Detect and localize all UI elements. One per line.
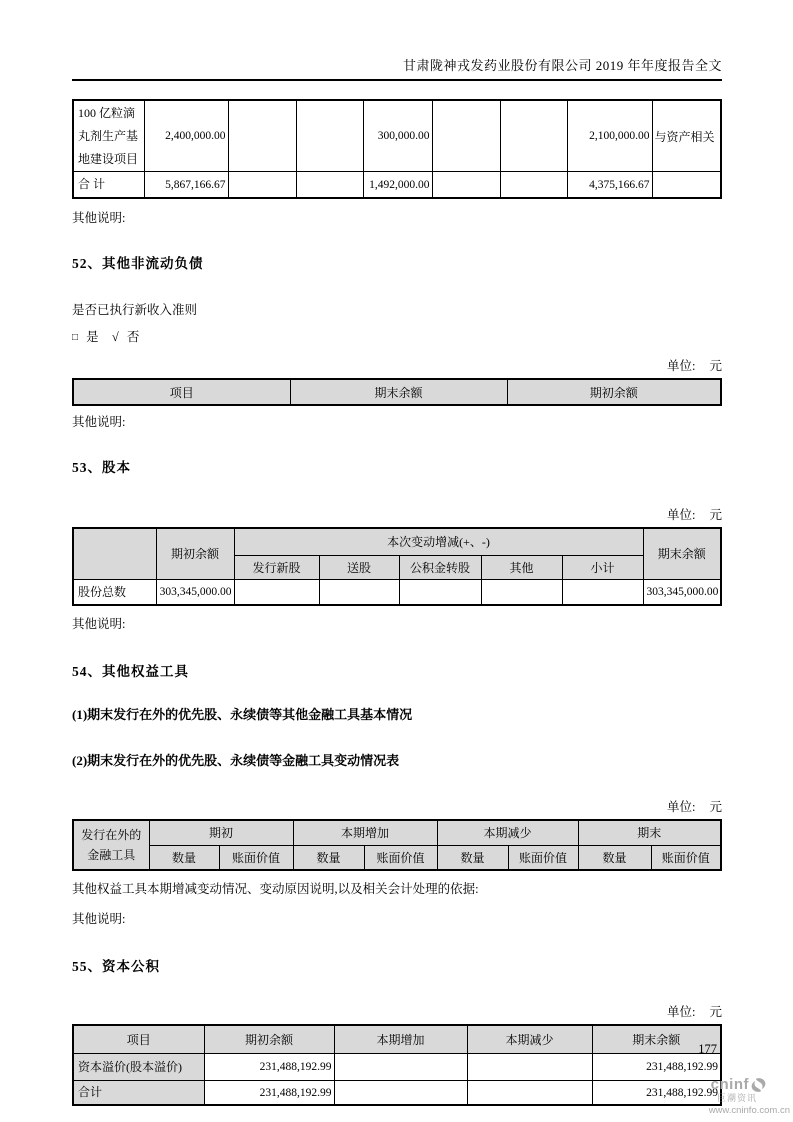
unit-line: [72, 797, 722, 815]
total-label-cell: 合 计: [73, 172, 144, 198]
column-group-header: 本期增加: [293, 820, 437, 845]
table-cell: [334, 1080, 467, 1105]
table-cell: [500, 172, 567, 198]
other-note-label: 其他说明:: [72, 912, 126, 927]
column-group-header: 本次变动增减(+、-): [234, 528, 643, 555]
table-cell: [319, 579, 399, 605]
other-note-label: 其他说明:: [72, 415, 126, 430]
unit-value: 元: [709, 359, 722, 374]
table-cell: [652, 172, 721, 198]
cninfo-url: www.cninfo.com.cn: [708, 1105, 790, 1116]
row-label-cell: 资本溢价(股本溢价): [73, 1053, 204, 1080]
column-header: 项目: [73, 379, 290, 405]
page-content: [72, 0, 722, 1106]
column-header: 数量: [149, 845, 219, 870]
column-group-header: 期初: [149, 820, 293, 845]
other-note-label: 其他说明:: [72, 211, 126, 226]
table-cell: 303,345,000.00: [643, 579, 721, 605]
column-header: 期末余额: [592, 1025, 721, 1053]
column-header: 项目: [73, 1025, 204, 1053]
table-cell: [481, 579, 562, 605]
cninfo-chinese-name: 巨潮资讯: [716, 1093, 757, 1103]
column-group-header: 本期减少: [437, 820, 578, 845]
unit-label: 单位:: [667, 508, 696, 523]
table-cell: [562, 579, 643, 605]
unit-value: 元: [709, 1005, 722, 1020]
table-row: [73, 1053, 721, 1080]
table-subheader-row: [73, 845, 721, 870]
column-header: 送股: [319, 555, 399, 579]
column-header: 本期增加: [334, 1025, 467, 1053]
table-cell: 231,488,192.99: [592, 1053, 721, 1080]
equity-change-note: 其他权益工具本期增减变动情况、变动原因说明,以及相关会计处理的依据:: [72, 882, 479, 897]
no-label: 否: [126, 330, 140, 345]
total-label-cell: 合计: [73, 1080, 204, 1105]
unit-line: [72, 505, 722, 523]
unit-line: [72, 1002, 722, 1020]
column-header: 小计: [562, 555, 643, 579]
column-group-header: 期末: [578, 820, 721, 845]
column-header: 公积金转股: [399, 555, 481, 579]
unit-label: 单位:: [667, 359, 696, 374]
table-cell: 300,000.00: [363, 100, 432, 172]
unit-value: 元: [709, 800, 722, 815]
column-header: 期末余额: [290, 379, 507, 405]
table-cell: 303,345,000.00: [156, 579, 234, 605]
table-header-row: [73, 1025, 721, 1053]
column-header: 其他: [481, 555, 562, 579]
column-header: 期末余额: [643, 528, 721, 579]
table-cell: [228, 100, 296, 172]
table-cell: [334, 1053, 467, 1080]
deferred-income-table: [72, 99, 722, 199]
unit-value: 元: [709, 508, 722, 523]
table-row-total: [73, 1080, 721, 1105]
column-header: 发行在外的金融工具: [73, 820, 149, 870]
column-header: 数量: [293, 845, 364, 870]
column-header: 本期减少: [467, 1025, 592, 1053]
equity-instruments-table: [72, 819, 722, 871]
table-cell: 2,400,000.00: [144, 100, 228, 172]
cninfo-logo: [709, 1076, 790, 1116]
table-cell: [234, 579, 319, 605]
table-cell: [467, 1053, 592, 1080]
check-icon: √: [111, 330, 119, 345]
table-cell: [500, 100, 567, 172]
table-cell: 2,100,000.00: [567, 100, 652, 172]
column-header: 期初余额: [204, 1025, 334, 1053]
column-header: 数量: [437, 845, 508, 870]
capital-reserve-table: [72, 1024, 722, 1106]
new-revenue-standard-question: 是否已执行新收入准则: [72, 303, 198, 318]
table-cell: 231,488,192.99: [204, 1053, 334, 1080]
other-note-label: 其他说明:: [72, 617, 126, 632]
section-54-title: 54、其他权益工具: [72, 664, 189, 680]
unit-label: 单位:: [667, 1005, 696, 1020]
share-capital-table: [72, 527, 722, 606]
page-number: 177: [698, 1042, 717, 1056]
table-row: [73, 100, 721, 172]
table-cell: [432, 172, 500, 198]
corner-header: [73, 528, 156, 579]
table-cell: [399, 579, 481, 605]
column-header: 账面价值: [508, 845, 578, 870]
column-header: 期初余额: [156, 528, 234, 579]
table-row: [73, 579, 721, 605]
yes-label: 是: [86, 330, 99, 345]
table-cell: [228, 172, 296, 198]
table-row-total: [73, 172, 721, 198]
table-header-row: [73, 820, 721, 845]
table-header-row: [73, 379, 721, 405]
cninfo-logo-text: cninf: [710, 1076, 749, 1093]
section-52-title: 52、其他非流动负债: [72, 256, 204, 272]
column-header: 数量: [578, 845, 651, 870]
table-cell: 1,492,000.00: [363, 172, 432, 198]
table-cell: [296, 172, 363, 198]
yes-no-answer-line: [72, 327, 722, 345]
section-53-title: 53、股本: [72, 460, 131, 476]
table-header-row: [73, 528, 721, 555]
column-header: 账面价值: [364, 845, 437, 870]
section-54-subtitle-2: (2)期末发行在外的优先股、永续债等金融工具变动情况表: [72, 753, 400, 769]
unit-label: 单位:: [667, 800, 696, 815]
section-54-subtitle-1: (1)期末发行在外的优先股、永续债等其他金融工具基本情况: [72, 707, 413, 723]
doc-header-title: 甘肃陇神戎发药业股份有限公司 2019 年年度报告全文: [72, 0, 722, 81]
project-name-cell: 100 亿粒滴丸剂生产基地建设项目: [73, 100, 144, 172]
column-header: 账面价值: [219, 845, 293, 870]
table-cell: 5,867,166.67: [144, 172, 228, 198]
table-cell: [296, 100, 363, 172]
table-cell: 231,488,192.99: [592, 1080, 721, 1105]
table-cell: [467, 1080, 592, 1105]
table-cell: 231,488,192.99: [204, 1080, 334, 1105]
checkbox-unchecked-icon: □: [72, 332, 79, 344]
asset-related-cell: 与资产相关: [652, 100, 721, 172]
unit-line: [72, 356, 722, 374]
column-header: 期初余额: [507, 379, 721, 405]
row-label-cell: 股份总数: [73, 579, 156, 605]
table-cell: 4,375,166.67: [567, 172, 652, 198]
column-header: 发行新股: [234, 555, 319, 579]
other-noncurrent-liabilities-table: [72, 378, 722, 406]
table-cell: [432, 100, 500, 172]
column-header: 账面价值: [651, 845, 721, 870]
section-55-title: 55、资本公积: [72, 959, 160, 975]
